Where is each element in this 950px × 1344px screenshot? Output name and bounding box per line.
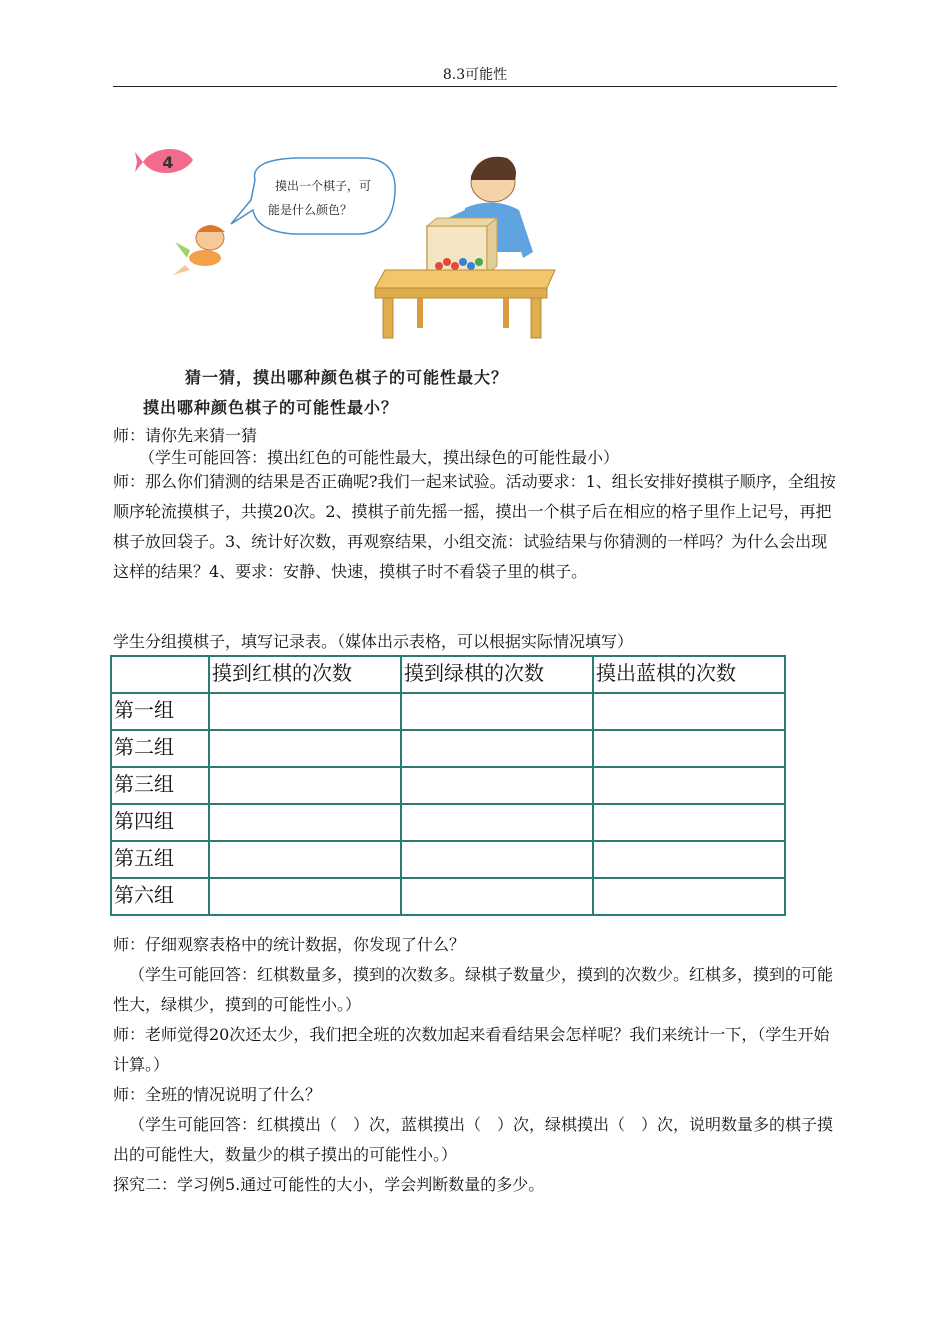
- table-header-row: [111, 656, 785, 693]
- table-cell[interactable]: [593, 730, 785, 767]
- paragraph-observe-question: 师：仔细观察表格中的统计数据，你发现了什么？: [113, 935, 466, 954]
- paragraph-student-conclusion: （学生可能回答：红棋摸出（ ）次，蓝棋摸出（ ）次，绿棋摸出（ ）次，说明数量多的棋子摸出的可能性大，数量少的棋子摸出的可能性小。）: [113, 1115, 834, 1164]
- row-label: 第一组: [111, 693, 209, 730]
- paragraph-class-meaning: 师：全班的情况说明了什么？: [113, 1085, 322, 1104]
- table-cell[interactable]: [209, 767, 401, 804]
- row-label: 第三组: [111, 767, 209, 804]
- table-cell[interactable]: [209, 878, 401, 915]
- table-row: [111, 804, 785, 841]
- table-cell[interactable]: [209, 804, 401, 841]
- table-header-cell: [111, 656, 209, 693]
- chess-box: [427, 218, 497, 274]
- table-row: [111, 730, 785, 767]
- table-header-cell: 摸到红棋的次数: [209, 656, 401, 693]
- bubble-line-1: 摸出一个棋子，可: [274, 179, 372, 193]
- page-header: [113, 64, 837, 87]
- caption-line-1: 猜一猜，摸出哪种颜色棋子的可能性最大？: [185, 368, 509, 387]
- table-cell[interactable]: [209, 693, 401, 730]
- header-title: 8.3可能性: [442, 67, 508, 83]
- row-label: 第六组: [111, 878, 209, 915]
- record-table: [110, 655, 786, 916]
- table-cell[interactable]: [593, 878, 785, 915]
- bubble-line-2: 能是什么颜色？: [267, 203, 353, 217]
- intro-text: [113, 425, 839, 469]
- table-row: [111, 767, 785, 804]
- paragraph-record-table-intro: 学生分组摸棋子，填写记录表。（媒体出示表格，可以根据实际情况填写）: [113, 632, 634, 651]
- paragraph-activity-requirements: 师：那么你们猜测的结果是否正确呢?我们一起来试验。活动要求：1、组长安排好摸棋子顺序，全组按顺序轮流摸棋子，共摸20次。2、摸棋子前先摇一摇，摸出一个棋子后在相应的格子里作上记号，再把棋子放回袋子。3、统计好次数，再观察结果，小组交流：试验结果与你猜测的一样吗？为什么会出现这样的结果？4、要求：安静、快速，摸棋子时不看袋子里的棋子。: [113, 472, 836, 581]
- speech-bubble: [231, 158, 395, 234]
- table-row: [111, 841, 785, 878]
- table-intro-text: [113, 630, 839, 654]
- paragraph-student-answer: （学生可能回答：摸出红色的可能性最大，摸出绿色的可能性最小）: [139, 448, 620, 467]
- table-furniture: [375, 270, 555, 338]
- table-cell[interactable]: [401, 841, 593, 878]
- activity-text: [113, 467, 839, 587]
- table-cell[interactable]: [593, 693, 785, 730]
- discussion-text: [113, 930, 839, 1200]
- table-cell[interactable]: [209, 841, 401, 878]
- badge-number: 4: [162, 153, 174, 172]
- row-label: 第五组: [111, 841, 209, 878]
- table-cell[interactable]: [593, 841, 785, 878]
- flying-girl-figure: [173, 225, 225, 275]
- table-cell[interactable]: [593, 767, 785, 804]
- table-cell[interactable]: [593, 804, 785, 841]
- table-header-cell: 摸出蓝棋的次数: [593, 656, 785, 693]
- table-header-cell: 摸到绿棋的次数: [401, 656, 593, 693]
- caption-line-2: 摸出哪种颜色棋子的可能性最小？: [143, 398, 399, 417]
- table-cell[interactable]: [209, 730, 401, 767]
- table-cell[interactable]: [401, 693, 593, 730]
- example-illustration: [135, 140, 565, 345]
- paragraph-teacher-guess: 师：请你先来猜一猜: [113, 426, 258, 445]
- table-row: [111, 878, 785, 915]
- table-cell[interactable]: [401, 767, 593, 804]
- paragraph-class-total: 师：老师觉得20次还太少，我们把全班的次数加起来看看结果会怎样呢？我们来统计一下，（学生开始计算。）: [113, 1025, 830, 1074]
- table-cell[interactable]: [401, 878, 593, 915]
- row-label: 第二组: [111, 730, 209, 767]
- row-label: 第四组: [111, 804, 209, 841]
- paragraph-explore-two: 探究二：学习例5.通过可能性的大小，学会判断数量的多少。: [113, 1175, 545, 1194]
- fish-badge-icon: [135, 149, 193, 173]
- table-cell[interactable]: [401, 730, 593, 767]
- paragraph-student-observation: （学生可能回答：红棋数量多，摸到的次数多。绿棋子数量少，摸到的次数少。红棋多，摸到的可能性大，绿棋少，摸到的可能性小。）: [113, 965, 834, 1014]
- table-row: [111, 693, 785, 730]
- table-cell[interactable]: [401, 804, 593, 841]
